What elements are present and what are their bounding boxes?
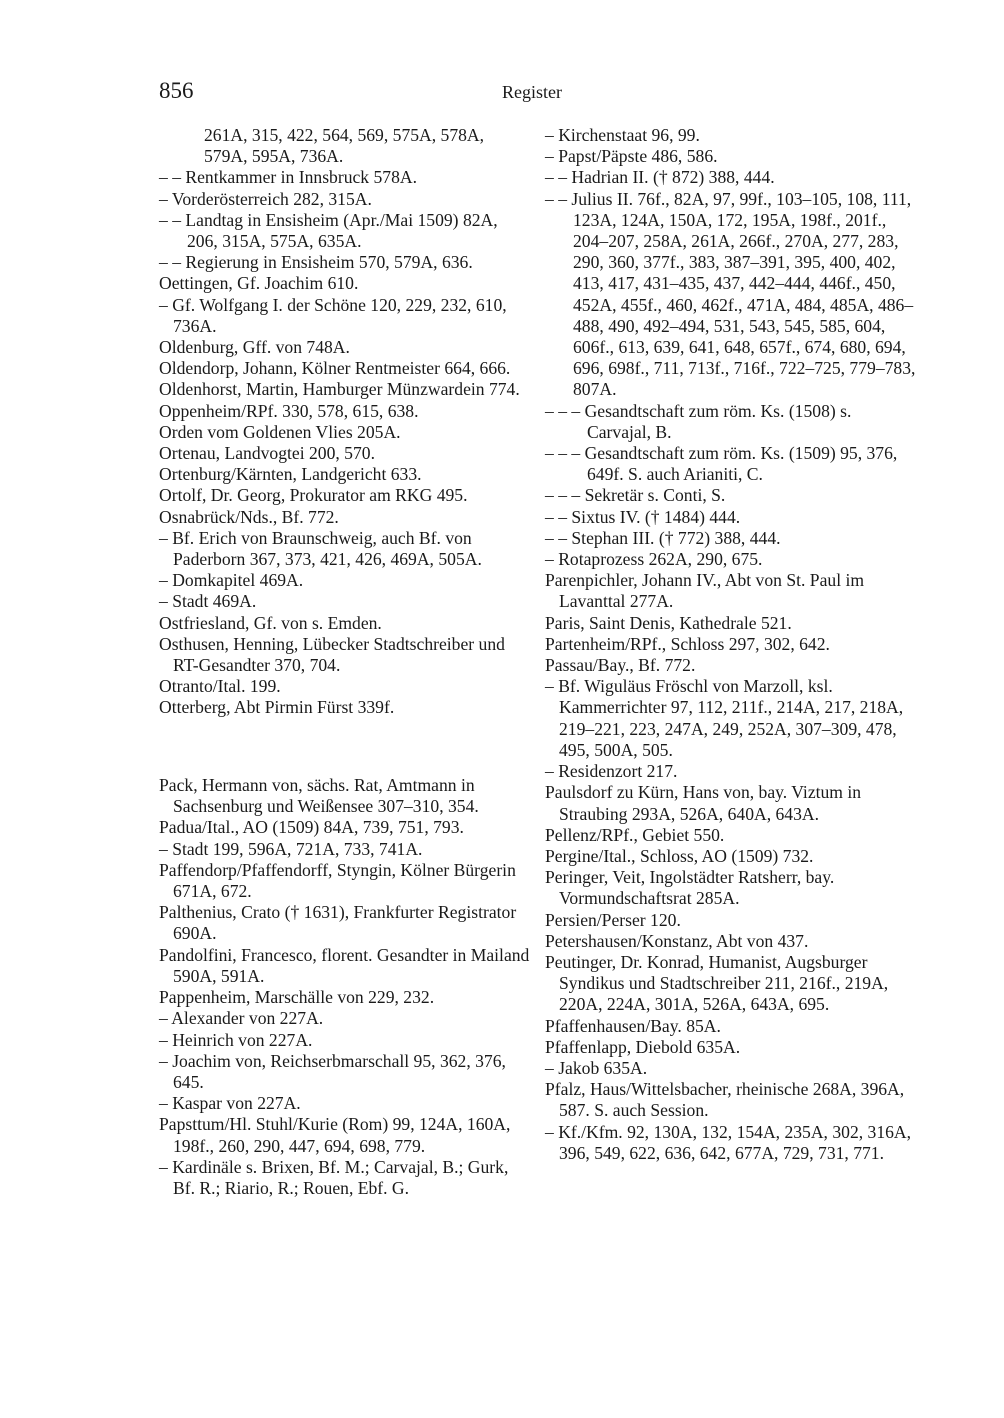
index-entry: Pellenz/RPf., Gebiet 550. <box>545 824 725 845</box>
index-entry: – Stadt 199, 596A, 721A, 733, 741A. <box>159 838 423 859</box>
index-entry: – Alexander von 227A. <box>159 1008 324 1029</box>
index-entry: 261A, 315, 422, 564, 569, 575A, 578A, 579A, 595A, 736A. <box>204 125 485 167</box>
index-entry: Pappenheim, Marschälle von 229, 232. <box>159 987 435 1008</box>
index-entry: – Bf. Erich von Braunschweig, auch Bf. von Paderborn 367, 373, 421, 426, 469A, 505A. <box>159 527 482 570</box>
index-entry: – – – Sekretär s. Conti, S. <box>545 485 726 506</box>
index-entry: Pfalz, Haus/Wittelsbacher, rheinische 268A, 396A, 587. S. auch Session. <box>545 1079 905 1121</box>
index-entry: – Kirchenstaat 96, 99. <box>545 125 700 145</box>
index-entry: Paris, Saint Denis, Kathedrale 521. <box>545 612 792 633</box>
index-entry: – Joachim von, Reichserbmarschall 95, 362, 376, 645. <box>159 1050 506 1092</box>
index-entry: – Kardinäle s. Brixen, Bf. M.; Carvajal, B.; Gurk, Bf. R.; Riario, R.; Rouen, Ebf. G. <box>159 1156 509 1198</box>
index-entry: – – – Gesandtschaft zum röm. Ks. (1509) 95, 376, 649f. S. auch Arianiti, C. <box>545 443 898 485</box>
index-entry: Ostfriesland, Gf. von s. Emden. <box>159 612 382 633</box>
index-entry: – Kaspar von 227A. <box>159 1093 301 1114</box>
index-entry: Pfaffenhausen/Bay. 85A. <box>545 1015 721 1036</box>
index-entry: Otranto/Ital. 199. <box>159 676 281 697</box>
index-entry: – Rotaprozess 262A, 290, 675. <box>545 549 763 570</box>
index-entry: – – Hadrian II. († 872) 388, 444. <box>545 167 775 188</box>
index-entry: Oldenhorst, Martin, Hamburger Münzwardein 774. <box>159 379 520 400</box>
index-entry: Otterberg, Abt Pirmin Fürst 339f. <box>159 697 395 718</box>
index-entry: Pack, Hermann von, sächs. Rat, Amtmann in Sachsenburg und Weißensee 307–310, 354. <box>159 775 479 817</box>
index-entry: Passau/Bay., Bf. 772. <box>545 655 696 676</box>
index-entry: – Gf. Wolfgang I. der Schöne 120, 229, 232, 610, 736A. <box>159 294 507 336</box>
index-column-left <box>159 125 531 1199</box>
index-entry: Papsttum/Hl. Stuhl/Kurie (Rom) 99, 124A, 160A, 198f., 260, 290, 447, 694, 698, 779. <box>159 1114 511 1156</box>
index-entry: Oettingen, Gf. Joachim 610. <box>159 273 359 294</box>
letter-section-gap <box>159 736 531 757</box>
index-entry: Oppenheim/RPf. 330, 578, 615, 638. <box>159 400 419 421</box>
index-entry: Ortenburg/Kärnten, Landgericht 633. <box>159 464 422 485</box>
index-entry: Petershausen/Konstanz, Abt von 437. <box>545 930 809 951</box>
index-entry: Orden vom Goldenen Vlies 205A. <box>159 421 401 442</box>
index-column-right <box>545 125 917 1164</box>
index-entry: – – Stephan III. († 772) 388, 444. <box>545 527 781 548</box>
index-entry: – Jakob 635A. <box>545 1057 648 1078</box>
index-entry: Persien/Perser 120. <box>545 909 681 930</box>
page-number: 856 <box>159 78 194 103</box>
index-entry: Oldendorp, Johann, Kölner Rentmeister 664, 666. <box>159 358 511 379</box>
index-entry: Paffendorp/Pfaffendorff, Styngin, Kölner Bürgerin 671A, 672. <box>159 859 516 902</box>
index-entry: Peringer, Veit, Ingolstädter Ratsherr, bay. Vormundschaftsrat 285A. <box>545 867 835 909</box>
index-entry: Paulsdorf zu Kürn, Hans von, bay. Viztum in Straubing 293A, 526A, 640A, 643A. <box>545 782 862 824</box>
index-entry: – – – Gesandtschaft zum röm. Ks. (1508) s. Carvajal, B. <box>545 400 852 442</box>
index-entry: Ortolf, Dr. Georg, Prokurator am RKG 495. <box>159 485 468 506</box>
index-entry: Pergine/Ital., Schloss, AO (1509) 732. <box>545 845 814 866</box>
index-entry: – – Rentkammer in Innsbruck 578A. <box>159 167 417 188</box>
index-entry: – Domkapitel 469A. <box>159 570 304 591</box>
index-entry: – Papst/Päpste 486, 586. <box>545 146 718 167</box>
index-entry: Osnabrück/Nds., Bf. 772. <box>159 506 339 527</box>
index-entry: – Residenzort 217. <box>545 761 678 782</box>
index-entry: – Bf. Wiguläus Fröschl von Marzoll, ksl. Kammerrichter 97, 112, 211f., 214A, 217, 218A, 219–221, 223, 247A, 249, 252A, 307–309, 478, 495, 500A, 505. <box>545 676 904 760</box>
index-entry: Partenheim/RPf., Schloss 297, 302, 642. <box>545 633 830 654</box>
index-entry: Osthusen, Henning, Lübecker Stadtschreiber und RT-Gesandter 370, 704. <box>159 633 505 676</box>
index-entry: – – Julius II. 76f., 82A, 97, 99f., 103–105, 108, 111, 123A, 124A, 150A, 172, 195A, 198f., 201f., 204–207, 258A, 261A, 266f., 270A, 277, 283, 290, 360, 377f., 383, 387–391, 395, 400, 402, 413, 417, 431–435, 437, 442–444, 446f., 450, 452A, 455f., 460, 462f., 471A, 484, 485A, 486–488, 490, 492–494, 531, 543, 545, 585, 604, 606f., 613, 639, 641, 648, 657f., 674, 680, 694, 696, 698f., 711, 713f., 716f., 722–725, 779–783, 807A. <box>545 188 916 400</box>
index-entry: – – Sixtus IV. († 1484) 444. <box>545 506 741 527</box>
index-entry: – Stadt 469A. <box>159 591 257 612</box>
index-entry: – Heinrich von 227A. <box>159 1029 313 1050</box>
index-entry: Palthenius, Crato († 1631), Frankfurter Registrator 690A. <box>159 902 517 944</box>
index-entry: Pandolfini, Francesco, florent. Gesandter in Mailand 590A, 591A. <box>159 944 530 986</box>
index-entry: – – Regierung in Ensisheim 570, 579A, 636. <box>159 252 473 273</box>
index-entry: Parenpichler, Johann IV., Abt von St. Paul im Lavanttal 277A. <box>545 570 865 612</box>
index-entry: – Kf./Kfm. 92, 130A, 132, 154A, 235A, 302, 316A, 396, 549, 622, 636, 642, 677A, 729, 731, 771. <box>545 1121 912 1163</box>
index-entry: Oldenburg, Gff. von 748A. <box>159 337 350 358</box>
running-head: Register <box>502 82 562 102</box>
index-entry: Padua/Ital., AO (1509) 84A, 739, 751, 793. <box>159 817 464 838</box>
index-entry: Pfaffenlapp, Diebold 635A. <box>545 1036 741 1057</box>
index-entry: – Vorderösterreich 282, 315A. <box>159 188 372 209</box>
index-entry: – – Landtag in Ensisheim (Apr./Mai 1509) 82A, 206, 315A, 575A, 635A. <box>159 209 498 252</box>
index-entry: Peutinger, Dr. Konrad, Humanist, Augsburger Syndikus und Stadtschreiber 211, 216f., 219A, 220A, 224A, 301A, 526A, 643A, 695. <box>545 951 889 1015</box>
index-entry: Ortenau, Landvogtei 200, 570. <box>159 443 375 464</box>
